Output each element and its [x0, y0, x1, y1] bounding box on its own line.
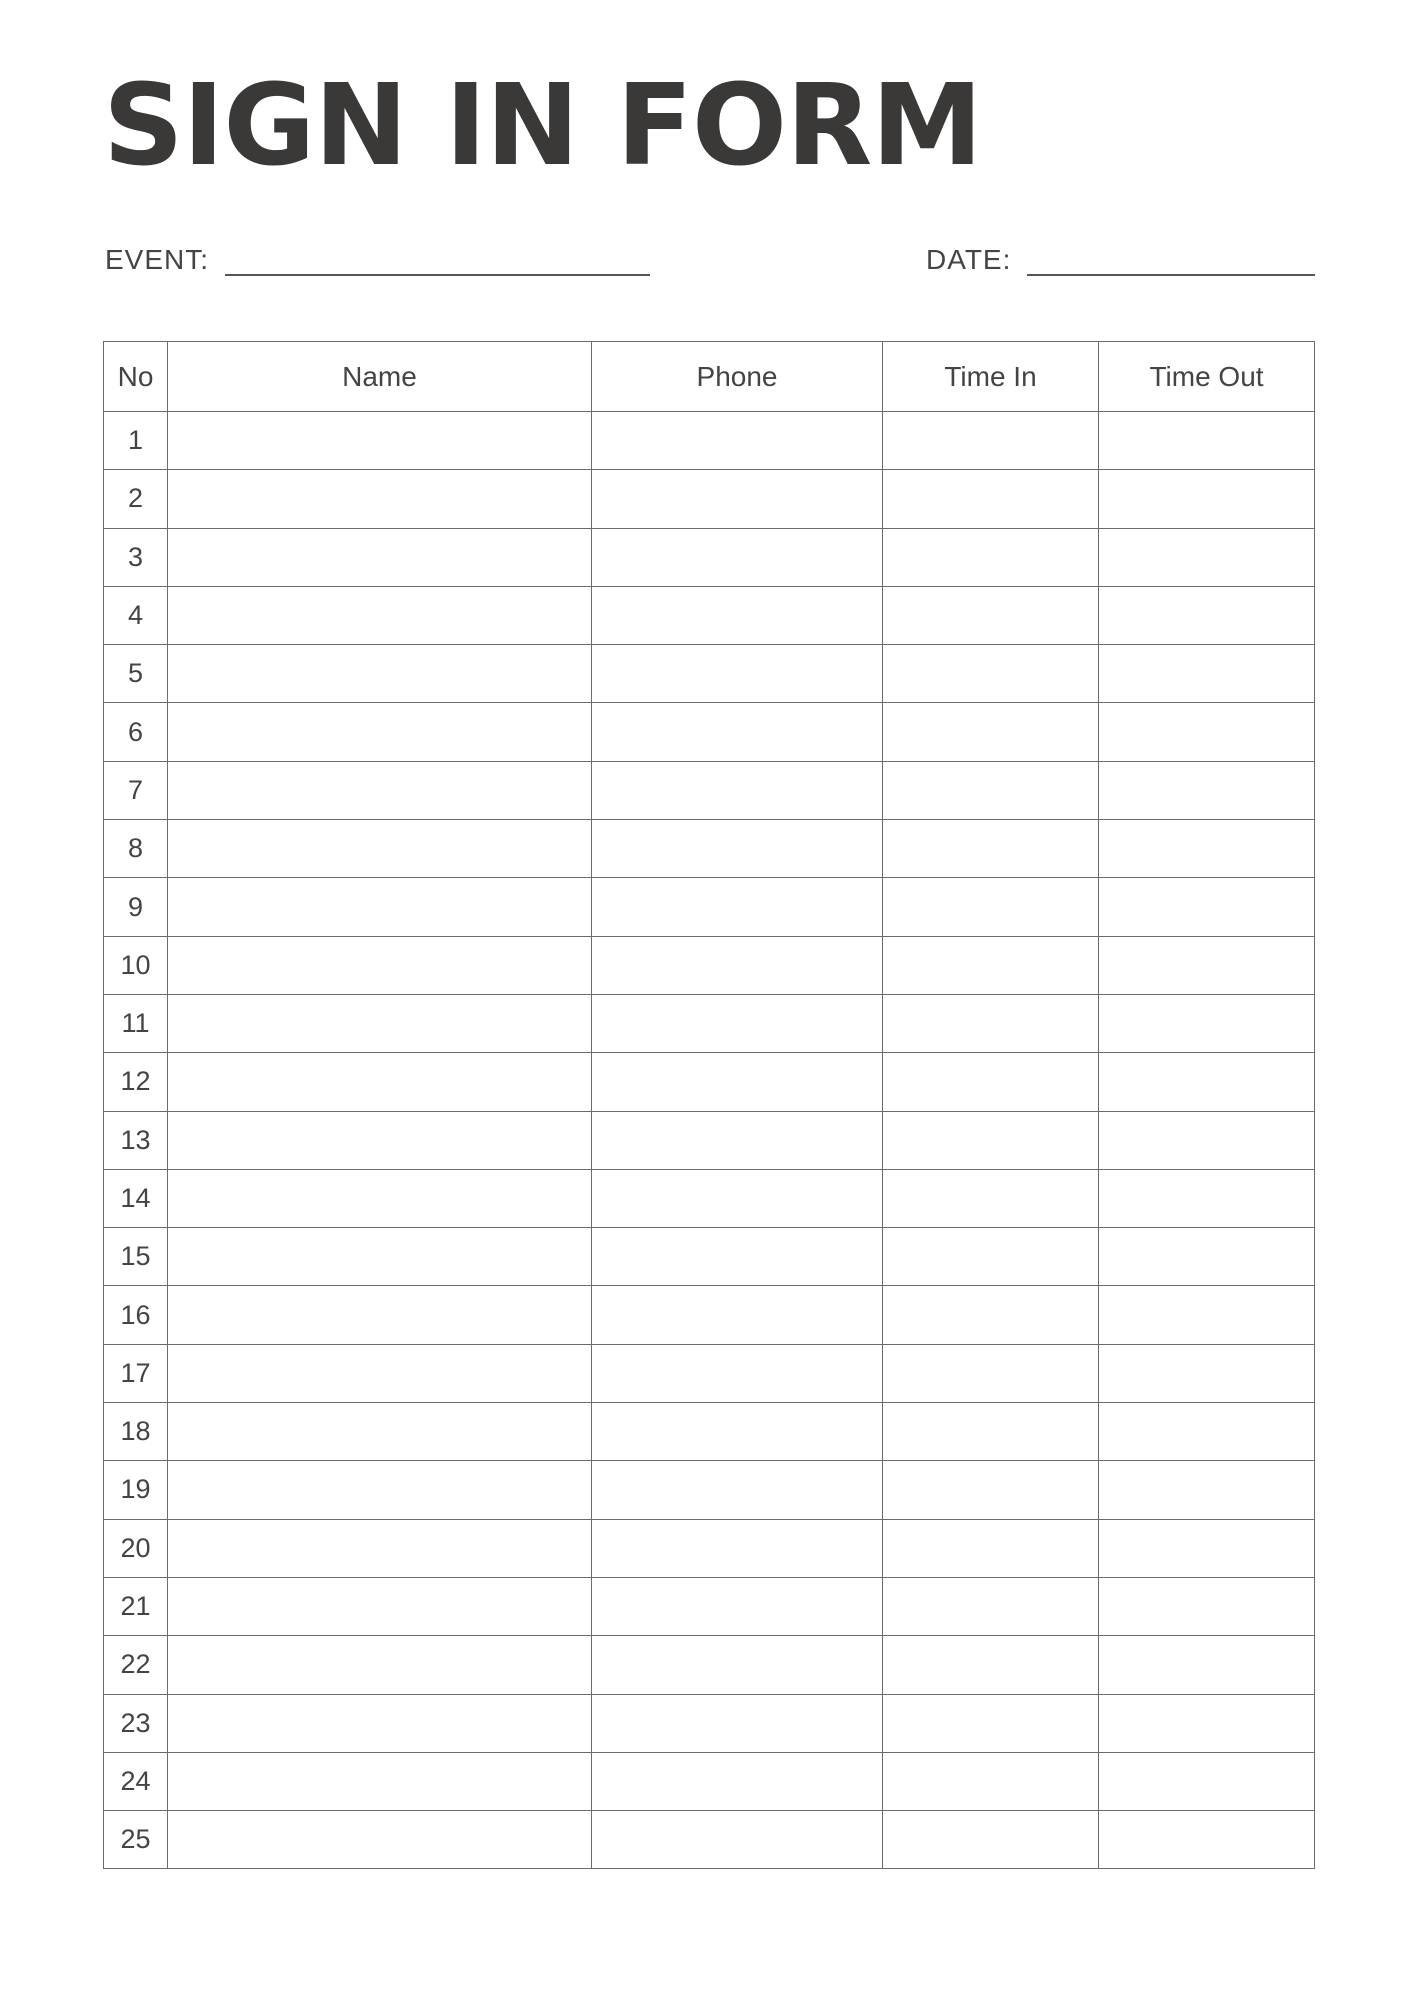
- time-in-cell[interactable]: [883, 645, 1099, 703]
- time-in-cell[interactable]: [883, 412, 1099, 470]
- name-cell[interactable]: [168, 820, 592, 878]
- column-header-phone: Phone: [592, 342, 883, 412]
- time-in-cell[interactable]: [883, 1636, 1099, 1694]
- name-cell[interactable]: [168, 1403, 592, 1461]
- event-label: EVENT:: [105, 244, 210, 275]
- row-number: 5: [104, 645, 168, 703]
- phone-cell[interactable]: [592, 994, 883, 1052]
- name-cell[interactable]: [168, 528, 592, 586]
- phone-cell[interactable]: [592, 1811, 883, 1869]
- time-in-cell[interactable]: [883, 878, 1099, 936]
- table-row: [104, 412, 1315, 470]
- table-row: [104, 994, 1315, 1052]
- row-number: 22: [104, 1636, 168, 1694]
- name-cell[interactable]: [168, 1636, 592, 1694]
- time-out-cell[interactable]: [1099, 1344, 1315, 1402]
- time-out-cell[interactable]: [1099, 936, 1315, 994]
- phone-cell[interactable]: [592, 878, 883, 936]
- phone-cell[interactable]: [592, 528, 883, 586]
- row-number: 1: [104, 412, 168, 470]
- row-number: 6: [104, 703, 168, 761]
- column-header-name: Name: [168, 342, 592, 412]
- row-number: 4: [104, 586, 168, 644]
- name-cell[interactable]: [168, 1286, 592, 1344]
- table-row: [104, 761, 1315, 819]
- table-row: [104, 1636, 1315, 1694]
- table-row: [104, 1577, 1315, 1635]
- time-in-cell[interactable]: [883, 1228, 1099, 1286]
- time-out-cell[interactable]: [1099, 412, 1315, 470]
- phone-cell[interactable]: [592, 1519, 883, 1577]
- column-header-time-in: Time In: [883, 342, 1099, 412]
- table-row: [104, 1228, 1315, 1286]
- row-number: 14: [104, 1169, 168, 1227]
- date-input-line[interactable]: [1027, 244, 1315, 276]
- row-number: 10: [104, 936, 168, 994]
- phone-cell[interactable]: [592, 412, 883, 470]
- name-cell[interactable]: [168, 703, 592, 761]
- row-number: 2: [104, 470, 168, 528]
- row-number: 19: [104, 1461, 168, 1519]
- column-header-time-out: Time Out: [1099, 342, 1315, 412]
- time-out-cell[interactable]: [1099, 761, 1315, 819]
- phone-cell[interactable]: [592, 1636, 883, 1694]
- row-number: 8: [104, 820, 168, 878]
- row-number: 12: [104, 1053, 168, 1111]
- phone-cell[interactable]: [592, 1752, 883, 1810]
- phone-cell[interactable]: [592, 645, 883, 703]
- row-number: 13: [104, 1111, 168, 1169]
- time-in-cell[interactable]: [883, 470, 1099, 528]
- row-number: 17: [104, 1344, 168, 1402]
- time-in-cell[interactable]: [883, 1461, 1099, 1519]
- table-body: [104, 412, 1315, 1869]
- time-out-cell[interactable]: [1099, 1053, 1315, 1111]
- time-in-cell[interactable]: [883, 1577, 1099, 1635]
- table-row: [104, 1461, 1315, 1519]
- sign-in-table: [103, 341, 1315, 1869]
- table-row: [104, 1752, 1315, 1810]
- phone-cell[interactable]: [592, 820, 883, 878]
- column-header-no: No: [104, 342, 168, 412]
- time-in-cell[interactable]: [883, 703, 1099, 761]
- phone-cell[interactable]: [592, 586, 883, 644]
- phone-cell[interactable]: [592, 1111, 883, 1169]
- time-out-cell[interactable]: [1099, 1694, 1315, 1752]
- row-number: 7: [104, 761, 168, 819]
- time-out-cell[interactable]: [1099, 878, 1315, 936]
- event-field: [105, 240, 650, 280]
- name-cell[interactable]: [168, 1752, 592, 1810]
- time-out-cell[interactable]: [1099, 470, 1315, 528]
- table-row: [104, 1286, 1315, 1344]
- table-row: [104, 820, 1315, 878]
- time-out-cell[interactable]: [1099, 703, 1315, 761]
- phone-cell[interactable]: [592, 1461, 883, 1519]
- time-out-cell[interactable]: [1099, 1519, 1315, 1577]
- time-in-cell[interactable]: [883, 820, 1099, 878]
- time-in-cell[interactable]: [883, 1169, 1099, 1227]
- table-header-row: [104, 342, 1315, 412]
- row-number: 9: [104, 878, 168, 936]
- phone-cell[interactable]: [592, 1694, 883, 1752]
- time-in-cell[interactable]: [883, 1286, 1099, 1344]
- table-row: [104, 1403, 1315, 1461]
- time-in-cell[interactable]: [883, 1752, 1099, 1810]
- table-row: [104, 1344, 1315, 1402]
- time-out-cell[interactable]: [1099, 645, 1315, 703]
- name-cell[interactable]: [168, 1461, 592, 1519]
- name-cell[interactable]: [168, 994, 592, 1052]
- name-cell[interactable]: [168, 1169, 592, 1227]
- table-row: [104, 645, 1315, 703]
- time-in-cell[interactable]: [883, 1519, 1099, 1577]
- table-row: [104, 1519, 1315, 1577]
- time-in-cell[interactable]: [883, 994, 1099, 1052]
- time-in-cell[interactable]: [883, 1694, 1099, 1752]
- time-in-cell[interactable]: [883, 1053, 1099, 1111]
- name-cell[interactable]: [168, 936, 592, 994]
- row-number: 20: [104, 1519, 168, 1577]
- table-row: [104, 1811, 1315, 1869]
- time-out-cell[interactable]: [1099, 1577, 1315, 1635]
- name-cell[interactable]: [168, 1811, 592, 1869]
- table-row: [104, 878, 1315, 936]
- name-cell[interactable]: [168, 1577, 592, 1635]
- name-cell[interactable]: [168, 412, 592, 470]
- phone-cell[interactable]: [592, 936, 883, 994]
- time-out-cell[interactable]: [1099, 1811, 1315, 1869]
- time-in-cell[interactable]: [883, 586, 1099, 644]
- phone-cell[interactable]: [592, 1169, 883, 1227]
- phone-cell[interactable]: [592, 1403, 883, 1461]
- time-out-cell[interactable]: [1099, 1403, 1315, 1461]
- time-out-cell[interactable]: [1099, 1169, 1315, 1227]
- time-in-cell[interactable]: [883, 528, 1099, 586]
- row-number: 11: [104, 994, 168, 1052]
- event-input-line[interactable]: [225, 244, 650, 276]
- name-cell[interactable]: [168, 1228, 592, 1286]
- time-in-cell[interactable]: [883, 1811, 1099, 1869]
- name-cell[interactable]: [168, 878, 592, 936]
- name-cell[interactable]: [168, 1053, 592, 1111]
- table-row: [104, 1694, 1315, 1752]
- page-title: SIGN IN FORM: [103, 61, 982, 191]
- time-out-cell[interactable]: [1099, 1228, 1315, 1286]
- time-in-cell[interactable]: [883, 761, 1099, 819]
- table-row: [104, 586, 1315, 644]
- table-row: [104, 1169, 1315, 1227]
- phone-cell[interactable]: [592, 761, 883, 819]
- name-cell[interactable]: [168, 1694, 592, 1752]
- time-out-cell[interactable]: [1099, 528, 1315, 586]
- date-label: DATE:: [926, 244, 1012, 275]
- row-number: 18: [104, 1403, 168, 1461]
- time-out-cell[interactable]: [1099, 1111, 1315, 1169]
- time-out-cell[interactable]: [1099, 820, 1315, 878]
- phone-cell[interactable]: [592, 1228, 883, 1286]
- time-in-cell[interactable]: [883, 1344, 1099, 1402]
- name-cell[interactable]: [168, 1344, 592, 1402]
- name-cell[interactable]: [168, 1519, 592, 1577]
- name-cell[interactable]: [168, 1111, 592, 1169]
- time-out-cell[interactable]: [1099, 586, 1315, 644]
- row-number: 25: [104, 1811, 168, 1869]
- phone-cell[interactable]: [592, 703, 883, 761]
- table-row: [104, 1111, 1315, 1169]
- table-row: [104, 470, 1315, 528]
- name-cell[interactable]: [168, 645, 592, 703]
- date-field: [926, 240, 1315, 280]
- name-cell[interactable]: [168, 761, 592, 819]
- row-number: 15: [104, 1228, 168, 1286]
- phone-cell[interactable]: [592, 1053, 883, 1111]
- name-cell[interactable]: [168, 586, 592, 644]
- phone-cell[interactable]: [592, 1344, 883, 1402]
- row-number: 16: [104, 1286, 168, 1344]
- table-row: [104, 1053, 1315, 1111]
- time-in-cell[interactable]: [883, 1403, 1099, 1461]
- phone-cell[interactable]: [592, 470, 883, 528]
- row-number: 23: [104, 1694, 168, 1752]
- time-out-cell[interactable]: [1099, 1461, 1315, 1519]
- table-row: [104, 703, 1315, 761]
- time-out-cell[interactable]: [1099, 1286, 1315, 1344]
- phone-cell[interactable]: [592, 1577, 883, 1635]
- time-out-cell[interactable]: [1099, 1636, 1315, 1694]
- time-out-cell[interactable]: [1099, 994, 1315, 1052]
- time-in-cell[interactable]: [883, 936, 1099, 994]
- table-row: [104, 528, 1315, 586]
- time-in-cell[interactable]: [883, 1111, 1099, 1169]
- name-cell[interactable]: [168, 470, 592, 528]
- table-row: [104, 936, 1315, 994]
- row-number: 3: [104, 528, 168, 586]
- row-number: 21: [104, 1577, 168, 1635]
- phone-cell[interactable]: [592, 1286, 883, 1344]
- row-number: 24: [104, 1752, 168, 1810]
- time-out-cell[interactable]: [1099, 1752, 1315, 1810]
